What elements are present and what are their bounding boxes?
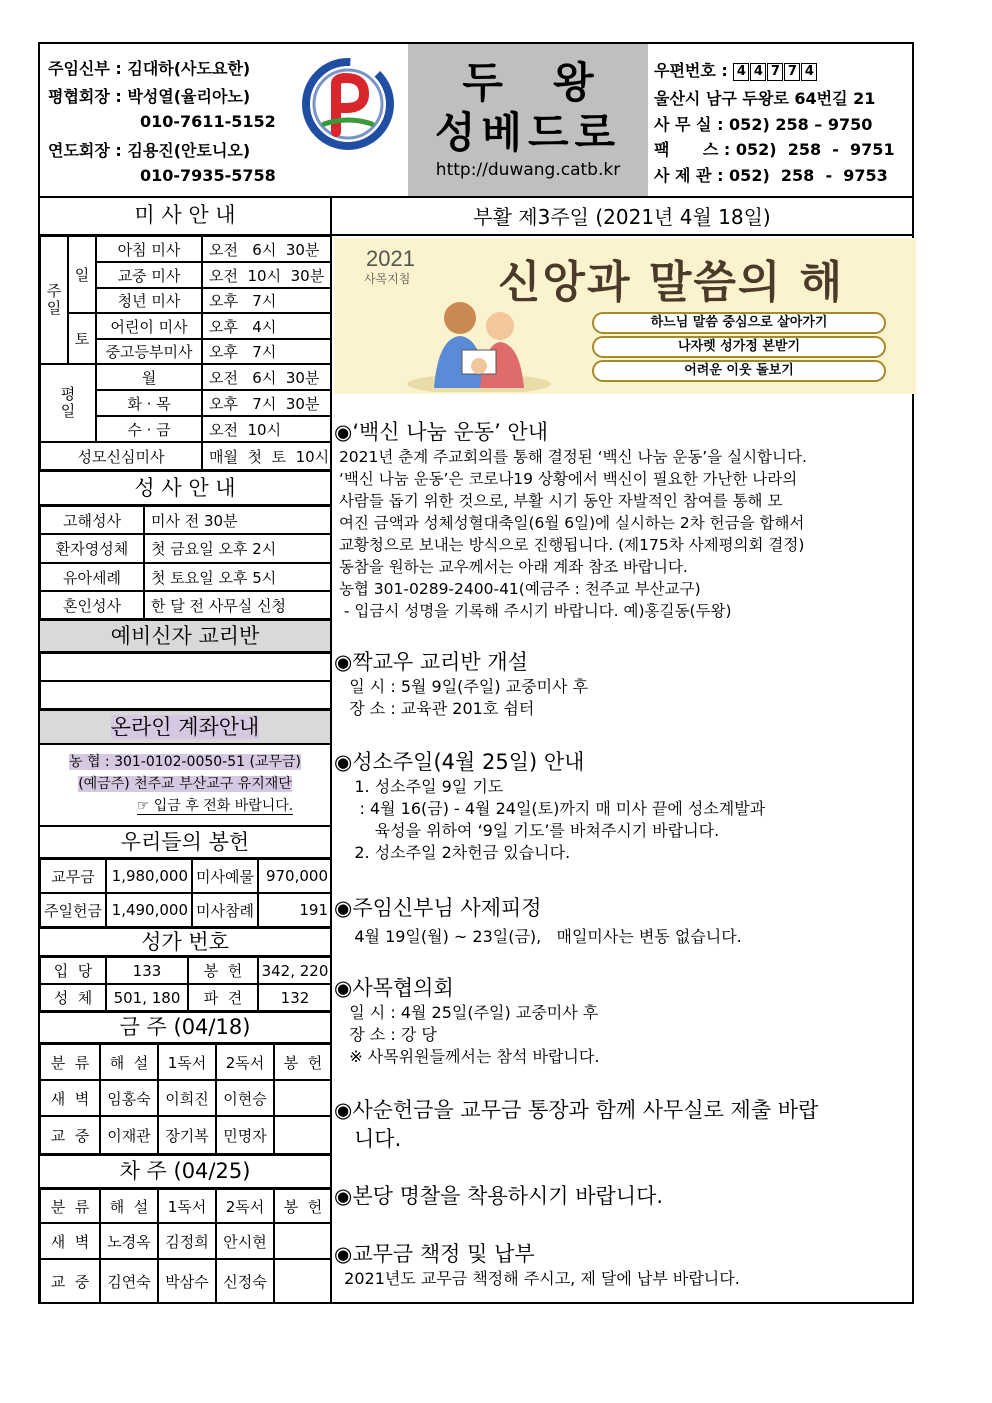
elder-name: 김용진(안토니오) xyxy=(127,141,251,160)
offering-label: 미사예물 xyxy=(192,859,258,893)
roles-cell: 박삼수 xyxy=(158,1259,216,1304)
weekday-label xyxy=(40,364,96,442)
notice-pastoral-council xyxy=(334,972,910,1068)
roles-cell: 이희진 xyxy=(158,1080,216,1116)
notice-body: 2021년도 교무금 책정해 주시고, 제 달에 납부 바랍니다. xyxy=(334,1269,740,1288)
mass-time: 오전 10시 xyxy=(202,416,332,442)
roles-cell: 장기복 xyxy=(158,1116,216,1154)
mass-name: 화 · 목 xyxy=(96,390,202,416)
parish-title-block xyxy=(408,44,648,196)
catechumen-row-empty xyxy=(40,653,332,681)
council-label: 평협회장 : xyxy=(48,87,128,106)
mass-name: 중고등부미사 xyxy=(96,339,202,364)
roles-cell xyxy=(274,1080,332,1116)
bulletin-page xyxy=(38,42,914,1304)
roles-header: 봉 헌 xyxy=(274,1044,332,1080)
roles-header: 1독서 xyxy=(158,1189,216,1223)
roles-cell: 새 벽 xyxy=(40,1080,100,1116)
notice-lent-offering xyxy=(334,1096,910,1154)
parish-title-line2: 성베드로 xyxy=(434,108,622,157)
notice-body: 4월 19일(월) ~ 23일(금), 매일미사는 변동 없습니다. xyxy=(334,927,742,946)
mass-title: 미 사 안 내 xyxy=(40,198,330,236)
notice-pastor-retreat xyxy=(334,892,910,948)
mass-time: 오후 7시 xyxy=(202,339,332,364)
mass-name: 아침 미사 xyxy=(96,236,202,262)
catechumen-title: 예비신자 교리반 xyxy=(40,619,330,653)
staff-info xyxy=(40,44,408,196)
holy-family-illustration-icon xyxy=(404,288,554,392)
zip-digit: 4 xyxy=(750,63,766,81)
hymn-label: 봉 헌 xyxy=(188,957,258,984)
mass-time: 오후 7시 30분 xyxy=(202,390,332,416)
liturgical-date-title: 부활 제3주일 (2021년 4월 18일) xyxy=(332,198,912,236)
offering-label: 미사참례 xyxy=(192,893,258,927)
sacrament-title: 성 사 안 내 xyxy=(40,470,330,506)
banner-slogan: 신앙과 말씀의 해 xyxy=(498,257,845,308)
hymn-label: 성 체 xyxy=(40,984,106,1011)
offering-value: 191 xyxy=(258,893,332,927)
hymn-label: 입 당 xyxy=(40,957,106,984)
notice-title: ◉교무금 책정 및 납부 xyxy=(334,1242,535,1266)
fax-number: 팩 스 : 052) 258 - 9751 xyxy=(654,140,895,159)
roles-header: 분 류 xyxy=(40,1044,100,1080)
next-week-title: 차 주 (04/25) xyxy=(40,1154,330,1189)
diocese-logo-icon xyxy=(298,54,398,154)
parish-url-link[interactable]: http://duwang.catb.kr xyxy=(435,160,621,180)
notice-title: ◉성소주일(4월 25일) 안내 xyxy=(334,750,585,774)
roles-cell: 노경옥 xyxy=(100,1223,158,1259)
account-number: 농 협 : 301-0102-0050-51 (교무금) xyxy=(68,754,301,770)
roles-header: 1독서 xyxy=(158,1044,216,1080)
mass-name: 청년 미사 xyxy=(96,288,202,313)
mass-time: 오후 7시 xyxy=(202,288,332,313)
sacrament-value: 한 달 전 사무실 신청 xyxy=(144,591,332,619)
sun-label: 일 xyxy=(68,236,96,313)
roles-cell xyxy=(274,1223,332,1259)
weekday-label-text: 평일 xyxy=(58,386,77,420)
sacrament-value: 첫 토요일 오후 5시 xyxy=(144,563,332,591)
this-week-title: 금 주 (04/18) xyxy=(40,1011,330,1044)
offering-value: 1,980,000 xyxy=(106,859,192,893)
roles-header: 해 설 xyxy=(100,1044,158,1080)
sacrament-name: 유아세례 xyxy=(40,563,144,591)
zip-digit: 4 xyxy=(733,63,749,81)
banner-subtitle: 사목지침 xyxy=(364,272,411,286)
sat-label: 토 xyxy=(68,313,96,364)
roles-header: 분 류 xyxy=(40,1189,100,1223)
elder-label: 연도회장 : xyxy=(48,141,128,160)
office-phone: 사 무 실 : 052) 258 – 9750 xyxy=(654,115,873,134)
notice-body: 일 시 : 4월 25일(주일) 교중미사 후 장 소 : 강 당 ※ 사목위원들께서는 참석 바랍니다. xyxy=(349,1003,600,1066)
sacrament-value: 미사 전 30분 xyxy=(144,506,332,534)
offering-value: 1,490,000 xyxy=(106,893,192,927)
roles-header: 2독서 xyxy=(216,1044,274,1080)
parish-title-line1: 두왕 xyxy=(462,58,644,107)
info-sidebar xyxy=(40,198,332,1304)
council-name: 박성열(율리아노) xyxy=(127,87,251,106)
roles-header: 2독서 xyxy=(216,1189,274,1223)
pastoral-guideline-banner xyxy=(334,238,916,394)
deposit-note: ☞ 입금 후 전화 바랍니다. xyxy=(136,798,294,814)
mass-name: 월 xyxy=(96,364,202,390)
sacrament-name: 고해성사 xyxy=(40,506,144,534)
online-account-title-text: 온라인 계좌안내 xyxy=(110,715,260,739)
notice-body: 1. 성소주일 9일 기도 : 4월 16(금) - 4월 24일(토)까지 매 미사 끝에 성소계발과 육성을 위하여 ‘9일 기도’를 바쳐주시기 바랍니다. 2. 성소주일 2차헌금 있습니다. xyxy=(354,777,766,862)
roles-cell: 김연숙 xyxy=(100,1259,158,1304)
roles-cell: 이재관 xyxy=(100,1116,158,1154)
sunday-label-text: 주일 xyxy=(44,283,63,317)
offering-label: 교무금 xyxy=(40,859,106,893)
notice-title: ◉사목협의회 xyxy=(334,976,454,1000)
mass-time: 오전 6시 30분 xyxy=(202,364,332,390)
mass-time: 오전 6시 30분 xyxy=(202,236,332,262)
roles-cell: 임홍숙 xyxy=(100,1080,158,1116)
banner-item: 어려운 이웃 돌보기 xyxy=(592,360,886,382)
hymn-value: 132 xyxy=(258,984,332,1011)
zip-digit: 4 xyxy=(801,63,817,81)
roles-cell xyxy=(274,1259,332,1304)
online-account-info xyxy=(40,745,330,825)
roles-cell: 신정숙 xyxy=(216,1259,274,1304)
roles-cell: 교 중 xyxy=(40,1116,100,1154)
offering-title: 우리들의 봉헌 xyxy=(40,825,330,859)
pastor-name: 김대하(사도요한) xyxy=(127,59,251,78)
rectory-phone: 사 제 관 : 052) 258 - 9753 xyxy=(654,166,888,185)
hymn-value: 501, 180 xyxy=(106,984,188,1011)
elder-line xyxy=(48,138,250,161)
mass-time: 오전 10시 30분 xyxy=(202,262,332,288)
notice-name-tag xyxy=(334,1180,910,1210)
sacrament-value: 첫 금요일 오후 2시 xyxy=(144,534,332,563)
banner-item: 나자렛 성가정 본받기 xyxy=(592,336,886,358)
roles-cell: 교 중 xyxy=(40,1259,100,1304)
roles-header: 해 설 xyxy=(100,1189,158,1223)
mass-name: 수 · 금 xyxy=(96,416,202,442)
roles-cell xyxy=(274,1116,332,1154)
mass-time: 오후 4시 xyxy=(202,313,332,339)
roles-header: 봉 헌 xyxy=(274,1189,332,1223)
zip-digit: 7 xyxy=(784,63,800,81)
notice-title: ◉‘백신 나눔 운동’ 안내 xyxy=(334,420,548,444)
roles-cell: 이현승 xyxy=(216,1080,274,1116)
roles-cell: 민명자 xyxy=(216,1116,274,1154)
banner-item: 하느님 말씀 중심으로 살아가기 xyxy=(592,312,886,334)
notice-title: ◉짝교우 교리반 개설 xyxy=(334,650,528,674)
zip-line xyxy=(654,58,818,81)
roles-cell: 김정희 xyxy=(158,1223,216,1259)
notice-pair-catechism xyxy=(334,646,910,720)
catechumen-row-empty xyxy=(40,681,332,709)
mass-name: 교중 미사 xyxy=(96,262,202,288)
zip-label: 우편번호 : xyxy=(654,61,734,80)
hymn-value: 133 xyxy=(106,957,188,984)
notice-body: 2021년 춘계 주교회의를 통해 결정된 ‘백신 나눔 운동’을 실시합니다. ‘백신 나눔 운동’은 코로나19 상황에서 백신이 필요한 가난한 나라의 사람들 돕기 위한 것으로, 부활 시기 동안 자발적인 참여를 통해 모 여진 금액과 성체성혈대축일(6월 6일)에 실시하는 2차 헌금을 합해서 교황청으로 보내는 방식으로 진행됩니다. (제175차 사제평의회 결정) 동참을 원하는 교우께서는 아래 계좌 참조 바랍니다. 농협 301-0289-2400-41(예금주 : 천주교 부산교구) - 입금시 성명을 기록해 주시기 바랍니다. 예)홍길동(두왕) xyxy=(338,448,807,620)
hymn-value: 342, 220 xyxy=(258,957,332,984)
sacrament-name: 혼인성사 xyxy=(40,591,144,619)
sacred-heart-mass-time: 매월 첫 토 10시 xyxy=(202,442,332,470)
notice-title: ◉사순헌금을 교무금 통장과 함께 사무실로 제출 바랍 니다. xyxy=(334,1098,819,1151)
notice-title: ◉주임신부님 사제피정 xyxy=(334,896,542,920)
address: 울산시 남구 두왕로 64번길 21 xyxy=(654,89,876,108)
pastor-line xyxy=(48,56,250,79)
contact-info xyxy=(648,44,912,196)
notice-title: ◉본당 명찰을 착용하시기 바랍니다. xyxy=(334,1184,664,1208)
notice-church-dues xyxy=(334,1238,910,1290)
offering-label: 주일헌금 xyxy=(40,893,106,927)
elder-phone: 010-7935-5758 xyxy=(140,166,276,185)
zip-digit: 7 xyxy=(767,63,783,81)
bulletin-header xyxy=(40,44,912,198)
banner-year: 2021 xyxy=(366,246,415,271)
roles-cell: 안시현 xyxy=(216,1223,274,1259)
council-line xyxy=(48,84,250,107)
notice-body: 일 시 : 5월 9일(주일) 교중미사 후 장 소 : 교육관 201호 쉼터 xyxy=(349,677,589,718)
main-content xyxy=(332,198,912,1304)
hymn-title: 성가 번호 xyxy=(40,927,330,957)
account-holder: (예금주) 천주교 부산교구 유지재단 xyxy=(78,776,292,792)
mass-name: 어린이 미사 xyxy=(96,313,202,339)
sacrament-name: 환자영성체 xyxy=(40,534,144,563)
notice-vocation-sunday xyxy=(334,746,910,864)
offering-value: 970,000 xyxy=(258,859,332,893)
online-account-title xyxy=(40,709,330,745)
hymn-label: 파 견 xyxy=(188,984,258,1011)
notice-vaccine-sharing xyxy=(334,416,910,622)
sacred-heart-mass-name: 성모신심미사 xyxy=(40,442,202,470)
roles-cell: 새 벽 xyxy=(40,1223,100,1259)
council-phone: 010-7611-5152 xyxy=(140,112,276,131)
sunday-label xyxy=(40,236,68,364)
pastor-label: 주임신부 : xyxy=(48,59,128,78)
